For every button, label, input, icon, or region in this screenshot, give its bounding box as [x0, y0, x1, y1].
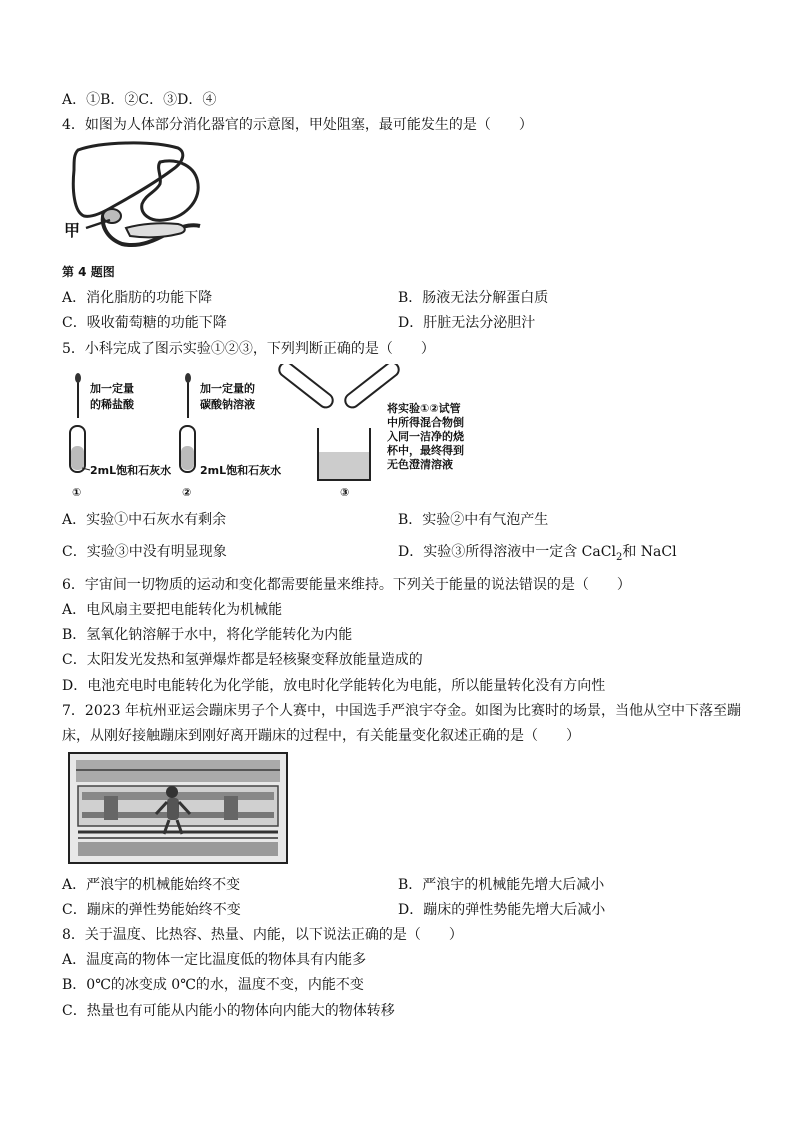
- pancreas-shape: [126, 223, 185, 237]
- svg-text:①: ①: [72, 486, 82, 499]
- q5-option-c: C．实验③中没有明显现象: [62, 544, 227, 560]
- svg-text:中所得混合物倒: 中所得混合物倒: [387, 416, 464, 429]
- liver-shape: [73, 143, 182, 216]
- q7-option-a: A．严浪宇的机械能始终不变: [62, 877, 241, 893]
- svg-text:加一定量: 加一定量: [90, 382, 134, 395]
- q7-option-d: D．蹦床的弹性势能先增大后减小: [398, 902, 606, 918]
- q8-stem: 8．关于温度、比热容、热量、内能，以下说法正确的是（ ）: [62, 927, 463, 943]
- experiment-2: [180, 373, 281, 499]
- q7-stem-line1: 7．2023 年杭州亚运会蹦床男子个人赛中，中国选手严浪宇夺金。如图为比赛时的场景，当他从空中下落至蹦: [62, 703, 741, 719]
- q6-option-a: A．电风扇主要把电能转化为机械能: [62, 602, 283, 618]
- svg-text:2mL饱和石灰水: 2mL饱和石灰水: [200, 464, 282, 477]
- q4-digestive-organs-figure: [60, 140, 210, 258]
- q7-stem-line2: 床，从刚好接触蹦床到刚好离开蹦床的过程中，有关能量变化叙述正确的是（ ）: [62, 728, 580, 744]
- q7-option-b: B．严浪宇的机械能先增大后减小: [398, 877, 605, 893]
- q6-option-c: C．太阳发光发热和氢弹爆炸都是轻核聚变释放能量造成的: [62, 652, 423, 668]
- q4-option-a: A．消化脂肪的功能下降: [62, 290, 213, 306]
- q4-option-d: D．肝脏无法分泌胆汁: [398, 315, 536, 331]
- q5-experiment-figure: [60, 364, 480, 504]
- q7-trampoline-photo: [68, 752, 288, 864]
- q6-option-b: B．氢氧化钠溶解于水中，将化学能转化为内能: [62, 627, 353, 643]
- svg-text:加一定量的: 加一定量的: [200, 382, 255, 395]
- svg-text:②: ②: [182, 486, 192, 499]
- svg-text:的稀盐酸: 的稀盐酸: [90, 398, 134, 411]
- q8-option-b: B．0℃的冰变成 0℃的水，温度不变，内能不变: [62, 977, 364, 993]
- q6-stem: 6．宇宙间一切物质的运动和变化都需要能量来维持。下列关于能量的说法错误的是（ ）: [62, 577, 631, 593]
- q3-options-line: A．①B．②C．③D．④: [62, 92, 217, 108]
- svg-text:将实验①②试管: 将实验①②试管: [387, 402, 461, 415]
- svg-text:杯中，最终得到: 杯中，最终得到: [387, 444, 464, 457]
- experiment-1: [70, 373, 171, 499]
- q8-option-c: C．热量也有可能从内能小的物体向内能大的物体转移: [62, 1003, 395, 1019]
- q6-option-d: D．电池充电时电能转化为化学能，放电时化学能转化为电能，所以能量转化没有方向性: [62, 678, 606, 694]
- experiment-3: [276, 364, 464, 499]
- q8-option-a: A．温度高的物体一定比温度低的物体具有内能多: [62, 952, 367, 968]
- svg-text:③: ③: [340, 486, 350, 499]
- svg-text:入同一洁净的烧: 入同一洁净的烧: [387, 430, 464, 443]
- svg-text:无色澄清溶液: 无色澄清溶液: [387, 458, 453, 471]
- svg-text:2mL饱和石灰水: 2mL饱和石灰水: [90, 464, 172, 477]
- bile-duct-line: [86, 220, 110, 228]
- q5-stem: 5．小科完成了图示实验①②③，下列判断正确的是（ ）: [62, 341, 435, 357]
- q5-option-d: D．实验③所得溶液中一定含 CaCl$_2$和 NaCl: [398, 544, 677, 563]
- q4-stem: 4．如图为人体部分消化器官的示意图，甲处阻塞，最可能发生的是（ ）: [62, 117, 533, 133]
- svg-text:碳酸钠溶液: 碳酸钠溶液: [200, 398, 255, 411]
- q4-option-c: C．吸收葡萄糖的功能下降: [62, 315, 227, 331]
- q7-option-c: C．蹦床的弹性势能始终不变: [62, 902, 241, 918]
- figure-label-jia: 甲: [64, 221, 81, 240]
- q4-option-b: B．肠液无法分解蛋白质: [398, 290, 549, 306]
- q4-figure-caption: 第 4 题图: [62, 265, 115, 279]
- q5-option-b: B．实验②中有气泡产生: [398, 512, 549, 528]
- q5-option-a: A．实验①中石灰水有剩余: [62, 512, 227, 528]
